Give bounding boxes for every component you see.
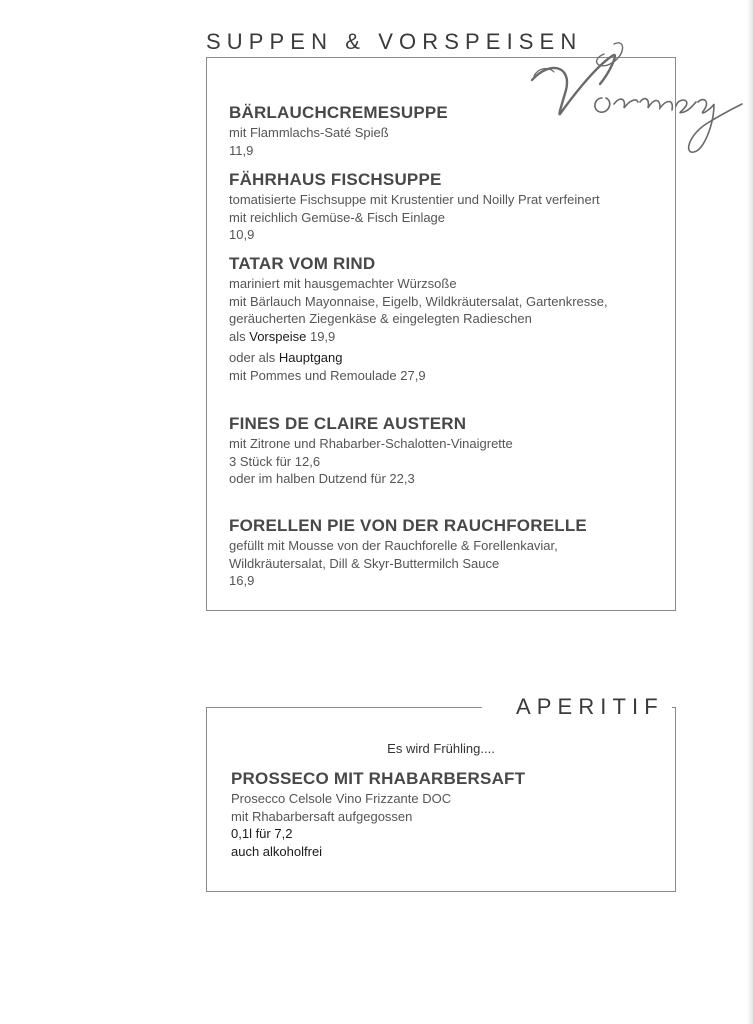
section-heading-suppen: SUPPEN & VORSPEISEN xyxy=(206,29,586,55)
item-description: geräucherten Ziegenkäse & eingelegten Radieschen xyxy=(229,311,532,326)
item-description: Prosecco Celsole Vino Frizzante DOC xyxy=(231,791,452,806)
menu-item-faehrhaus-fischsuppe xyxy=(229,169,600,244)
option-hauptgang xyxy=(229,349,608,367)
item-description: tomatisierte Fischsuppe mit Krustentier und Noilly Prat verfeinert xyxy=(229,192,600,207)
item-price: 3 Stück für 12,6 xyxy=(229,453,321,469)
option-label-vorspeise: Vorspeise xyxy=(249,328,307,344)
item-price: oder im halben Dutzend für 22,3 xyxy=(229,471,415,486)
item-price: 11,9 xyxy=(229,142,254,158)
item-price: 10,9 xyxy=(229,227,255,242)
item-price: 0,1l für 7,2 xyxy=(231,826,293,841)
option-price: 19,9 xyxy=(309,328,336,344)
item-description: mit Flammlachs-Saté Spieß xyxy=(229,125,389,140)
item-title: PROSSECO MIT RHABARBERSAFT xyxy=(231,769,526,788)
item-title: BÄRLAUCHCREMESUPPE xyxy=(229,103,448,122)
item-price: 16,9 xyxy=(229,573,255,588)
menu-item-tatar-vom-rind xyxy=(229,253,608,384)
option-vorspeise xyxy=(229,328,608,346)
item-title: FINES DE CLAIRE AUSTERN xyxy=(229,414,467,433)
item-description: mit reichlich Gemüse-& Fisch Einlage xyxy=(229,209,446,225)
item-title: FÄHRHAUS FISCHSUPPE xyxy=(229,170,442,189)
item-description: mit Bärlauch Mayonnaise, Eigelb, Wildkräutersalat, Gartenkresse, xyxy=(229,293,608,309)
menu-item-prosecco xyxy=(231,768,525,860)
option-label-hauptgang: Hauptgang xyxy=(278,350,343,365)
option-prefix: oder als xyxy=(229,350,276,365)
aperitif-note: Es wird Frühling.... xyxy=(387,741,495,756)
option-prefix: als xyxy=(229,328,246,344)
section-heading-aperitif: APERITIF xyxy=(482,694,672,720)
item-description: mit Rhabarbersaft aufgegossen xyxy=(231,808,413,824)
item-description: mit Zitrone und Rhabarber-Schalotten-Vinaigrette xyxy=(229,436,513,451)
option-description: mit Pommes und Remoulade 27,9 xyxy=(229,367,426,383)
menu-item-fines-de-claire xyxy=(229,413,513,488)
item-description: gefüllt mit Mousse von der Rauchforelle & Forellenkaviar, xyxy=(229,538,558,553)
menu-item-forellen-pie xyxy=(229,515,587,590)
vorweg-signature xyxy=(528,32,748,158)
item-title: TATAR VOM RIND xyxy=(229,254,376,273)
item-extra: auch alkoholfrei xyxy=(231,843,323,859)
item-title: FORELLEN PIE VON DER RAUCHFORELLE xyxy=(229,516,587,535)
item-description: Wildkräutersalat, Dill & Skyr-Buttermilch Sauce xyxy=(229,555,500,571)
menu-item-baerlauchcremesuppe xyxy=(229,102,448,159)
item-description: mariniert mit hausgemachter Würzsoße xyxy=(229,276,457,291)
